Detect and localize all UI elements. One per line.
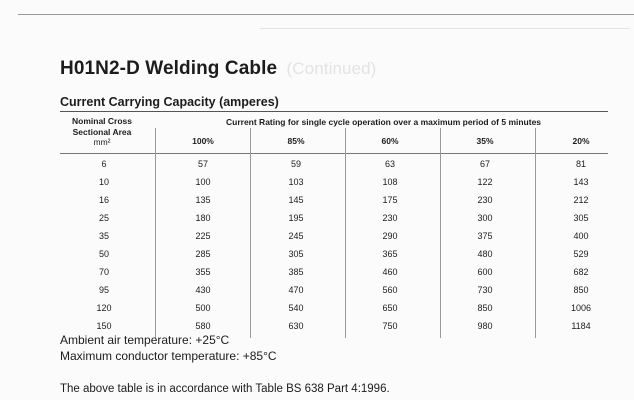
rating-cell: 400 [573,231,589,241]
rating-cell: 180 [195,213,211,223]
rating-cell: 460 [382,267,398,277]
nominal-area-header [68,116,136,148]
rating-cell: 305 [573,213,589,223]
rating-cell: 600 [477,267,493,277]
table-row [0,154,634,174]
table-row [0,262,634,282]
rating-cell: 245 [288,231,304,241]
table-subtitle: Current Carrying Capacity (amperes) [60,95,279,109]
rating-cell: 285 [195,249,211,259]
rating-cell: 143 [573,177,589,187]
conductor-temperature-note: Maximum conductor temperature: +85°C [60,349,277,363]
rating-cell: 730 [477,285,493,295]
area-cell: 120 [96,303,112,313]
rating-cell: 650 [382,303,398,313]
rating-cell: 750 [382,321,398,331]
area-cell: 35 [98,231,109,241]
rating-cell: 980 [477,321,493,331]
table-row [0,208,634,228]
rating-cell: 290 [382,231,398,241]
rating-cell: 122 [477,177,493,187]
rating-cell: 230 [477,195,493,205]
rating-cell: 630 [288,321,304,331]
rating-cell: 230 [382,213,398,223]
nominal-header-line-1: Nominal Cross [72,116,132,126]
rating-cell: 108 [382,177,398,187]
rating-cell: 175 [382,195,398,205]
rating-cell: 375 [477,231,493,241]
rating-cell: 540 [288,303,304,313]
rating-cell: 480 [477,249,493,259]
faint-divider [260,28,630,29]
area-cell: 10 [98,177,109,187]
rating-cell: 212 [573,195,589,205]
rating-cell: 57 [197,159,208,169]
standard-reference-note: The above table is in accordance with Table BS 638 Part 4:1996. [60,383,390,395]
area-cell: 16 [98,195,109,205]
rating-cell: 850 [477,303,493,313]
title-continued: (Continued) [286,59,377,78]
rating-cell: 560 [382,285,398,295]
duty-100-header: 100% [192,136,214,146]
table-row [0,298,634,318]
rating-cell: 355 [195,267,211,277]
rating-cell: 135 [195,195,211,205]
rating-cell: 63 [384,159,395,169]
area-cell: 6 [101,159,107,169]
nominal-header-line-2: Sectional Area [72,126,132,137]
area-cell: 70 [98,267,109,277]
duty-35-header: 35% [476,136,494,146]
rating-cell: 100 [195,177,211,187]
rating-cell: 1184 [571,321,591,331]
title-text: H01N2-D Welding Cable [60,58,278,79]
rating-cell: 529 [573,249,589,259]
rating-cell: 850 [573,285,589,295]
area-cell: 95 [98,285,109,295]
rating-cell: 682 [573,267,589,277]
rating-cell: 365 [382,249,398,259]
rating-cell: 470 [288,285,304,295]
page-title [60,58,376,80]
ambient-temperature-note: Ambient air temperature: +25°C [60,333,230,347]
table-row [0,172,634,192]
area-cell: 50 [98,249,109,259]
table-row [0,280,634,300]
area-cell: 150 [96,321,112,331]
rating-cell: 225 [195,231,211,241]
current-rating-header: Current Rating for single cycle operation over a maximum period of 5 minutes [226,117,542,127]
rating-cell: 300 [477,213,493,223]
nominal-header-line-3: mm² [93,137,111,147]
table-row [0,190,634,210]
rating-cell: 305 [288,249,304,259]
duty-60-header: 60% [381,136,399,146]
header-rule [60,111,608,112]
rating-cell: 103 [288,177,304,187]
top-divider [18,14,634,15]
table-row [0,244,634,264]
rating-cell: 430 [195,285,211,295]
rating-cell: 195 [288,213,304,223]
rating-cell: 81 [575,159,586,169]
table-row [0,226,634,246]
duty-85-header: 85% [287,136,305,146]
rating-cell: 500 [195,303,211,313]
area-cell: 25 [98,213,109,223]
rating-cell: 145 [288,195,304,205]
duty-20-header: 20% [572,136,590,146]
rating-cell: 385 [288,267,304,277]
rating-cell: 580 [195,321,211,331]
rating-cell: 67 [479,159,490,169]
rating-cell: 59 [290,159,301,169]
rating-cell: 1006 [570,303,592,313]
